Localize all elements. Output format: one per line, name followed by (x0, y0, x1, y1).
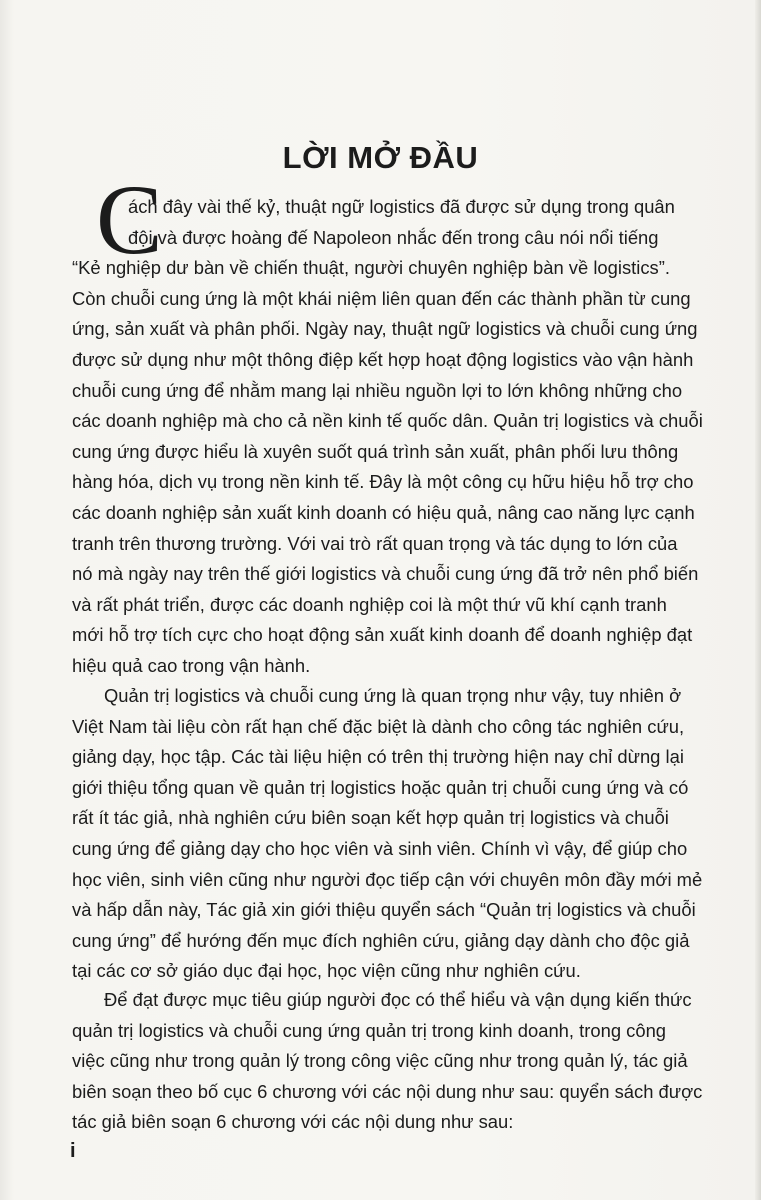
text-line: ách đây vài thế kỷ, thuật ngữ logistics đã được sử dụng trong quân (128, 196, 675, 217)
paragraph-2 (72, 681, 761, 987)
text-line: tại các cơ sở giáo dục đại học, học viện cũng như nghiên cứu. (72, 960, 581, 982)
text-line: Để đạt được mục tiêu giúp người đọc có thể hiểu và vận dụng kiến thức (104, 989, 692, 1010)
page-number: i (70, 1140, 76, 1162)
text-line: mới hỗ trợ tích cực cho hoạt động sản xuất kinh doanh để doanh nghiệp đạt (72, 624, 693, 646)
text-line: cung ứng được hiểu là xuyên suốt quá trình sản xuất, phân phối lưu thông (72, 440, 679, 462)
text-line: ứng, sản xuất và phân phối. Ngày nay, thuật ngữ logistics và chuỗi cung ứng (72, 318, 698, 340)
text-line: các doanh nghiệp sản xuất kinh doanh có hiệu quả, nâng cao năng lực cạnh (72, 501, 695, 523)
text-line: cung ứng” để hướng đến mục đích nghiên cứu, giảng dạy dành cho độc giả (72, 929, 690, 951)
text-line: và rất phát triển, được các doanh nghiệp coi là một thứ vũ khí cạnh tranh (72, 593, 667, 615)
text-line: giảng dạy, học tập. Các tài liệu hiện có trên thị trường hiện nay chỉ dừng lại (72, 746, 684, 768)
text-line: việc cũng như trong quản lý trong công việc cũng như trong quản lý, tác giả (72, 1050, 688, 1072)
text-line: đội và được hoàng đế Napoleon nhắc đến trong câu nói nổi tiếng (128, 226, 659, 248)
text-line: “Kẻ nghiệp dư bàn về chiến thuật, người chuyên nghiệp bàn về logistics”. (72, 257, 670, 279)
text-line: hàng hóa, dịch vụ trong nền kinh tế. Đây là một công cụ hữu hiệu hỗ trợ cho (72, 471, 694, 493)
text-line: và hấp dẫn này, Tác giả xin giới thiệu quyển sách “Quản trị logistics và chuỗi (72, 899, 696, 921)
text-line: rất ít tác giả, nhà nghiên cứu biên soạn kết hợp quản trị logistics và chuỗi (72, 807, 669, 829)
paragraph-1 (72, 192, 761, 682)
text-line: biên soạn theo bố cục 6 chương với các nội dung như sau: quyển sách được (72, 1080, 703, 1102)
drop-cap: C (96, 164, 163, 275)
text-line: được sử dụng như một thông điệp kết hợp hoạt động logistics vào vận hành (72, 348, 694, 370)
text-line: quản trị logistics và chuỗi cung ứng quản trị trong kinh doanh, trong công (72, 1019, 667, 1041)
text-line: tranh trên thương trường. Với vai trò rất quan trọng và tác dụng to lớn của (72, 532, 678, 554)
text-line: Việt Nam tài liệu còn rất hạn chế đặc biệt là dành cho công tác nghiên cứu, (72, 715, 685, 737)
text-line: Quản trị logistics và chuỗi cung ứng là quan trọng như vậy, tuy nhiên ở (104, 685, 682, 706)
text-line: giới thiệu tổng quan về quản trị logistics hoặc quản trị chuỗi cung ứng và có (72, 776, 689, 798)
text-line: hiệu quả cao trong vận hành. (72, 654, 311, 676)
text-line: nó mà ngày nay trên thế giới logistics và chuỗi cung ứng đã trở nên phổ biến (72, 563, 699, 585)
text-line: tác giả biên soạn 6 chương với các nội dung như sau: (72, 1111, 514, 1133)
text-line: các doanh nghiệp mà cho cả nền kinh tế quốc dân. Quản trị logistics và chuỗi (72, 410, 703, 432)
text-line: chuỗi cung ứng để nhằm mang lại nhiều nguồn lợi to lớn không những cho (72, 379, 683, 401)
text-line: cung ứng để giảng dạy cho học viên và sinh viên. Chính vì vậy, để giúp cho (72, 837, 688, 859)
paragraph-3 (72, 985, 761, 1138)
text-line: Còn chuỗi cung ứng là một khái niệm liên quan đến các thành phần từ cung (72, 287, 691, 309)
text-line: học viên, sinh viên cũng như người đọc tiếp cận với chuyên môn đầy mới mẻ (72, 868, 703, 890)
page-title: LỜI MỞ ĐẦU (282, 140, 479, 175)
